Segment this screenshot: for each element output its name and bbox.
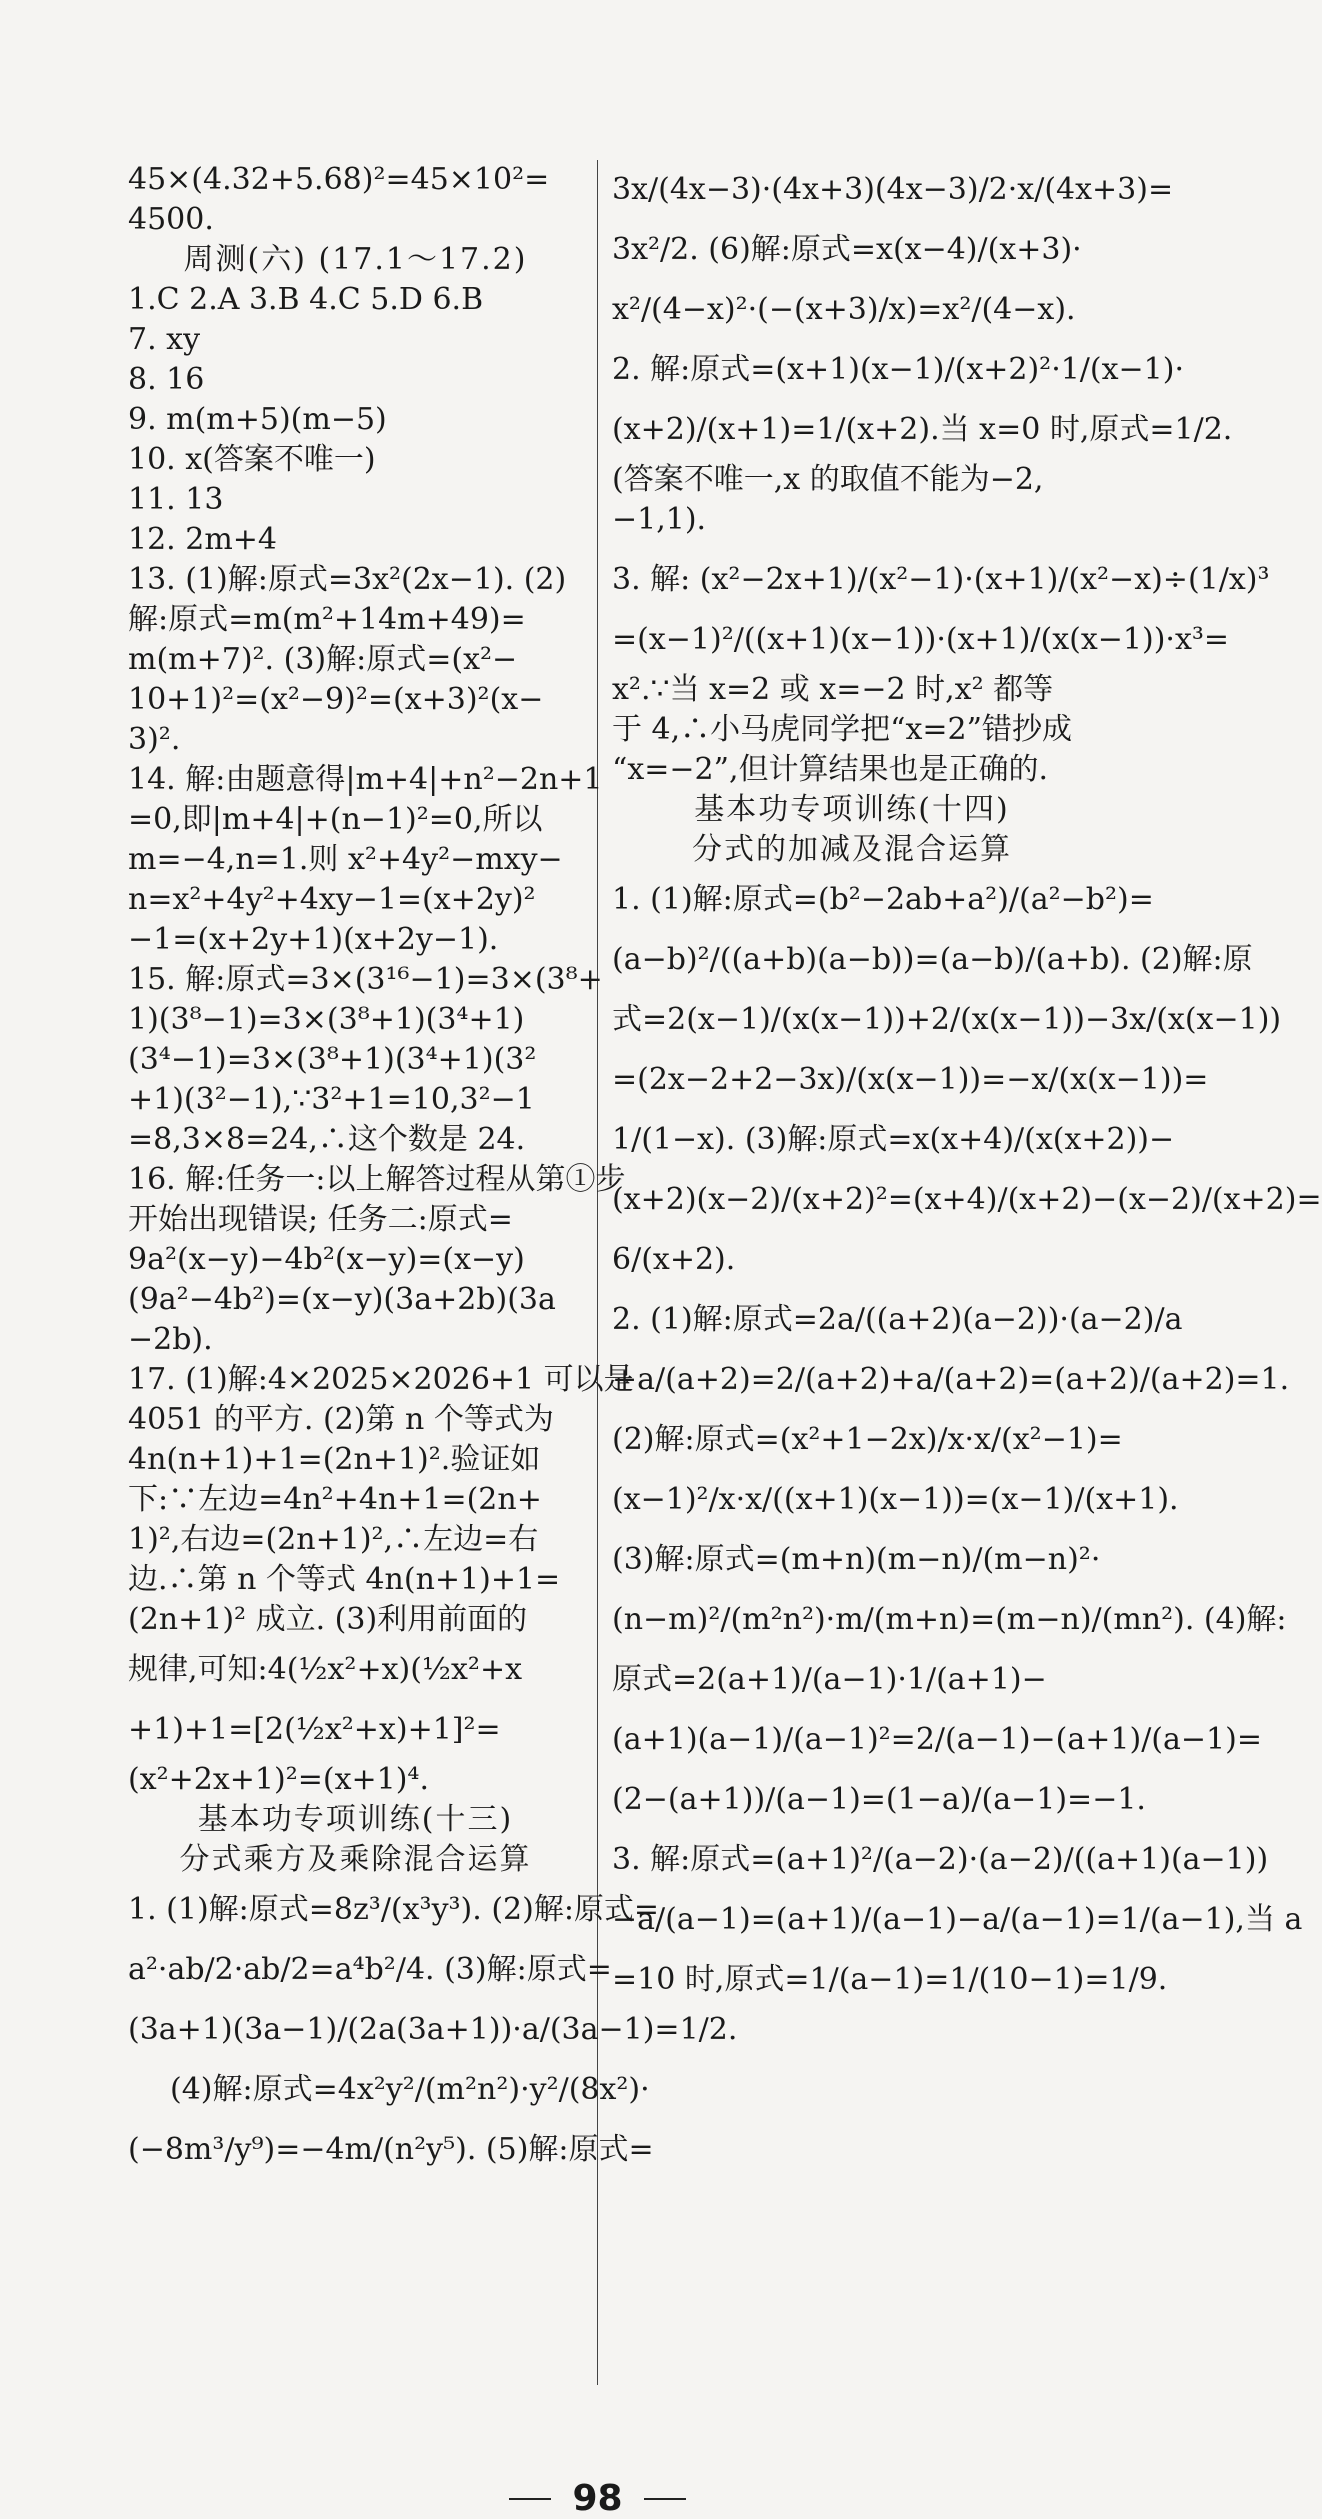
text-line: (2)解:原式=(x²+1−2x)/x·x/(x²−1)= — [612, 1422, 1123, 1457]
text-line: =0,即|m+4|+(n−1)²=0,所以 — [128, 802, 543, 837]
text-line: (x²+2x+1)²=(x+1)⁴. — [128, 1762, 429, 1797]
answer-line: 3. 解: (x²−2x+1)/(x²−1)·(x+1)/(x²−x)÷(1/x)³ — [612, 562, 1270, 597]
text-line: +a/(a+2)=2/(a+2)+a/(a+2)=(a+2)/(a+2)=1. — [612, 1362, 1290, 1397]
text-line: 规律,可知:4(½x²+x)(½x²+x — [128, 1652, 522, 1687]
answer-line: 1. (1)解:原式=(b²−2ab+a²)/(a²−b²)= — [612, 882, 1154, 917]
text-line: 1)²,右边=(2n+1)²,∴左边=右 — [128, 1522, 539, 1557]
page-footer — [0, 2478, 1195, 2519]
text-line: 4500. — [128, 202, 214, 237]
text-line: (n−m)²/(m²n²)·m/(m+n)=(m−n)/(mn²). (4)解: — [612, 1602, 1287, 1637]
text-line: (3a+1)(3a−1)/(2a(3a+1))·a/(3a−1)=1/2. — [128, 2012, 738, 2047]
column-divider — [597, 160, 598, 2385]
answer-line: 15. 解:原式=3×(3¹⁶−1)=3×(3⁸+ — [128, 962, 603, 997]
section-heading: 周测(六) (17.1～17.2) — [183, 242, 528, 277]
answer-line: 3. 解:原式=(a+1)²/(a−2)·(a−2)/((a+1)(a−1)) — [612, 1842, 1269, 1877]
text-line: 4051 的平方. (2)第 n 个等式为 — [128, 1402, 554, 1437]
text-line: 式=2(x−1)/(x(x−1))+2/(x(x−1))−3x/(x(x−1)) — [612, 1002, 1282, 1037]
text-line: 开始出现错误; 任务二:原式= — [128, 1202, 513, 1237]
right-column — [612, 160, 1322, 2010]
text-line: x².∵当 x=2 或 x=−2 时,x² 都等 — [612, 672, 1054, 707]
text-line: “x=−2”,但计算结果也是正确的. — [612, 752, 1049, 787]
text-line: (答案不唯一,x 的取值不能为−2, — [612, 462, 1044, 497]
text-line: 下:∵左边=4n²+4n+1=(2n+ — [128, 1482, 542, 1517]
answer-line: 10. x(答案不唯一) — [128, 442, 376, 477]
text-line: (x+2)/(x+1)=1/(x+2).当 x=0 时,原式=1/2. — [612, 412, 1233, 447]
text-line: 于 4,∴小马虎同学把“x=2”错抄成 — [612, 712, 1072, 747]
section-subheading: 分式乘方及乘除混合运算 — [179, 1842, 532, 1877]
text-line: (3⁴−1)=3×(3⁸+1)(3⁴+1)(3² — [128, 1042, 537, 1077]
answer-line: 12. 2m+4 — [128, 522, 278, 557]
text-line: 1)(3⁸−1)=3×(3⁸+1)(3⁴+1) — [128, 1002, 525, 1037]
text-line: 9a²(x−y)−4b²(x−y)=(x−y) — [128, 1242, 525, 1277]
text-line: =10 时,原式=1/(a−1)=1/(10−1)=1/9. — [612, 1962, 1168, 1997]
footer-dash-right — [644, 2498, 686, 2500]
answer-line: 13. (1)解:原式=3x²(2x−1). (2) — [128, 562, 567, 597]
text-line: (a+1)(a−1)/(a−1)²=2/(a−1)−(a+1)/(a−1)= — [612, 1722, 1262, 1757]
text-line: 3)². — [128, 722, 181, 757]
answer-line: 2. 解:原式=(x+1)(x−1)/(x+2)²·1/(x−1)· — [612, 352, 1185, 387]
text-line: n=x²+4y²+4xy−1=(x+2y)² — [128, 882, 536, 917]
footer-dash-left — [509, 2498, 551, 2500]
text-line: m=−4,n=1.则 x²+4y²−mxy− — [128, 842, 563, 877]
text-line: 6/(x+2). — [612, 1242, 736, 1277]
answer-line: 1.C 2.A 3.B 4.C 5.D 6.B — [128, 282, 484, 317]
answer-line: 1. (1)解:原式=8z³/(x³y³). (2)解:原式= — [128, 1892, 660, 1927]
answer-line: 11. 13 — [128, 482, 224, 517]
text-line: (2−(a+1))/(a−1)=(1−a)/(a−1)=−1. — [612, 1782, 1146, 1817]
text-line: (4)解:原式=4x²y²/(m²n²)·y²/(8x²)· — [170, 2072, 650, 2107]
answer-line: 14. 解:由题意得|m+4|+n²−2n+1 — [128, 762, 603, 797]
answer-line: 2. (1)解:原式=2a/((a+2)(a−2))·(a−2)/a — [612, 1302, 1183, 1337]
text-line: 4n(n+1)+1=(2n+1)².验证如 — [128, 1442, 541, 1477]
text-line: (2n+1)² 成立. (3)利用前面的 — [128, 1602, 528, 1637]
spacer — [612, 540, 1092, 550]
section-heading: 基本功专项训练(十四) — [694, 792, 1010, 827]
text-line: (3)解:原式=(m+n)(m−n)/(m−n)²· — [612, 1542, 1101, 1577]
text-line: 45×(4.32+5.68)²=45×10²= — [128, 162, 550, 197]
text-line: m(m+7)². (3)解:原式=(x²− — [128, 642, 518, 677]
answer-line: 9. m(m+5)(m−5) — [128, 402, 387, 437]
text-line: −1,1). — [612, 502, 707, 537]
text-line: (x−1)²/x·x/((x+1)(x−1))=(x−1)/(x+1). — [612, 1482, 1179, 1517]
answer-line: 17. (1)解:4×2025×2026+1 可以是 — [128, 1362, 634, 1397]
answer-line: 7. xy — [128, 322, 201, 357]
answer-line: 8. 16 — [128, 362, 205, 397]
text-line: =(x−1)²/((x+1)(x−1))·(x+1)/(x(x−1))·x³= — [612, 622, 1230, 657]
text-line: −1=(x+2y+1)(x+2y−1). — [128, 922, 499, 957]
text-line: a²·ab/2·ab/2=a⁴b²/4. (3)解:原式= — [128, 1952, 612, 1987]
text-line: 1/(1−x). (3)解:原式=x(x+4)/(x(x+2))− — [612, 1122, 1175, 1157]
text-line: 3x²/2. (6)解:原式=x(x−4)/(x+3)· — [612, 232, 1082, 267]
text-line: (x+2)(x−2)/(x+2)²=(x+4)/(x+2)−(x−2)/(x+2)= — [612, 1182, 1322, 1217]
text-line: (a−b)²/((a+b)(a−b))=(a−b)/(a+b). (2)解:原 — [612, 942, 1253, 977]
text-line: 原式=2(a+1)/(a−1)·1/(a+1)− — [612, 1662, 1047, 1697]
text-line: 边.∴第 n 个等式 4n(n+1)+1= — [128, 1562, 561, 1597]
text-line: 解:原式=m(m²+14m+49)= — [128, 602, 526, 637]
text-line: 3x/(4x−3)·(4x+3)(4x−3)/2·x/(4x+3)= — [612, 172, 1174, 207]
text-line: (9a²−4b²)=(x−y)(3a+2b)(3a — [128, 1282, 556, 1317]
section-subheading: 分式的加减及混合运算 — [692, 832, 1012, 867]
text-line: =8,3×8=24,∴这个数是 24. — [128, 1122, 526, 1157]
section-heading: 基本功专项训练(十三) — [197, 1802, 514, 1837]
text-line: (−8m³/y⁹)=−4m/(n²y⁵). (5)解:原式= — [128, 2132, 654, 2167]
page-number: 98 — [572, 2478, 623, 2519]
text-line: −2b). — [128, 1322, 213, 1357]
text-line: x²/(4−x)²·(−(x+3)/x)=x²/(4−x). — [612, 292, 1076, 327]
text-line: 10+1)²=(x²−9)²=(x+3)²(x− — [128, 682, 544, 717]
text-line: −a/(a−1)=(a+1)/(a−1)−a/(a−1)=1/(a−1),当 a — [612, 1902, 1303, 1937]
text-line: +1)(3²−1),∵3²+1=10,3²−1 — [128, 1082, 535, 1117]
answer-line: 16. 解:任务一:以上解答过程从第①步 — [128, 1162, 626, 1197]
text-line: +1)+1=[2(½x²+x)+1]²= — [128, 1712, 501, 1747]
text-line: =(2x−2+2−3x)/(x(x−1))=−x/(x(x−1))= — [612, 1062, 1209, 1097]
